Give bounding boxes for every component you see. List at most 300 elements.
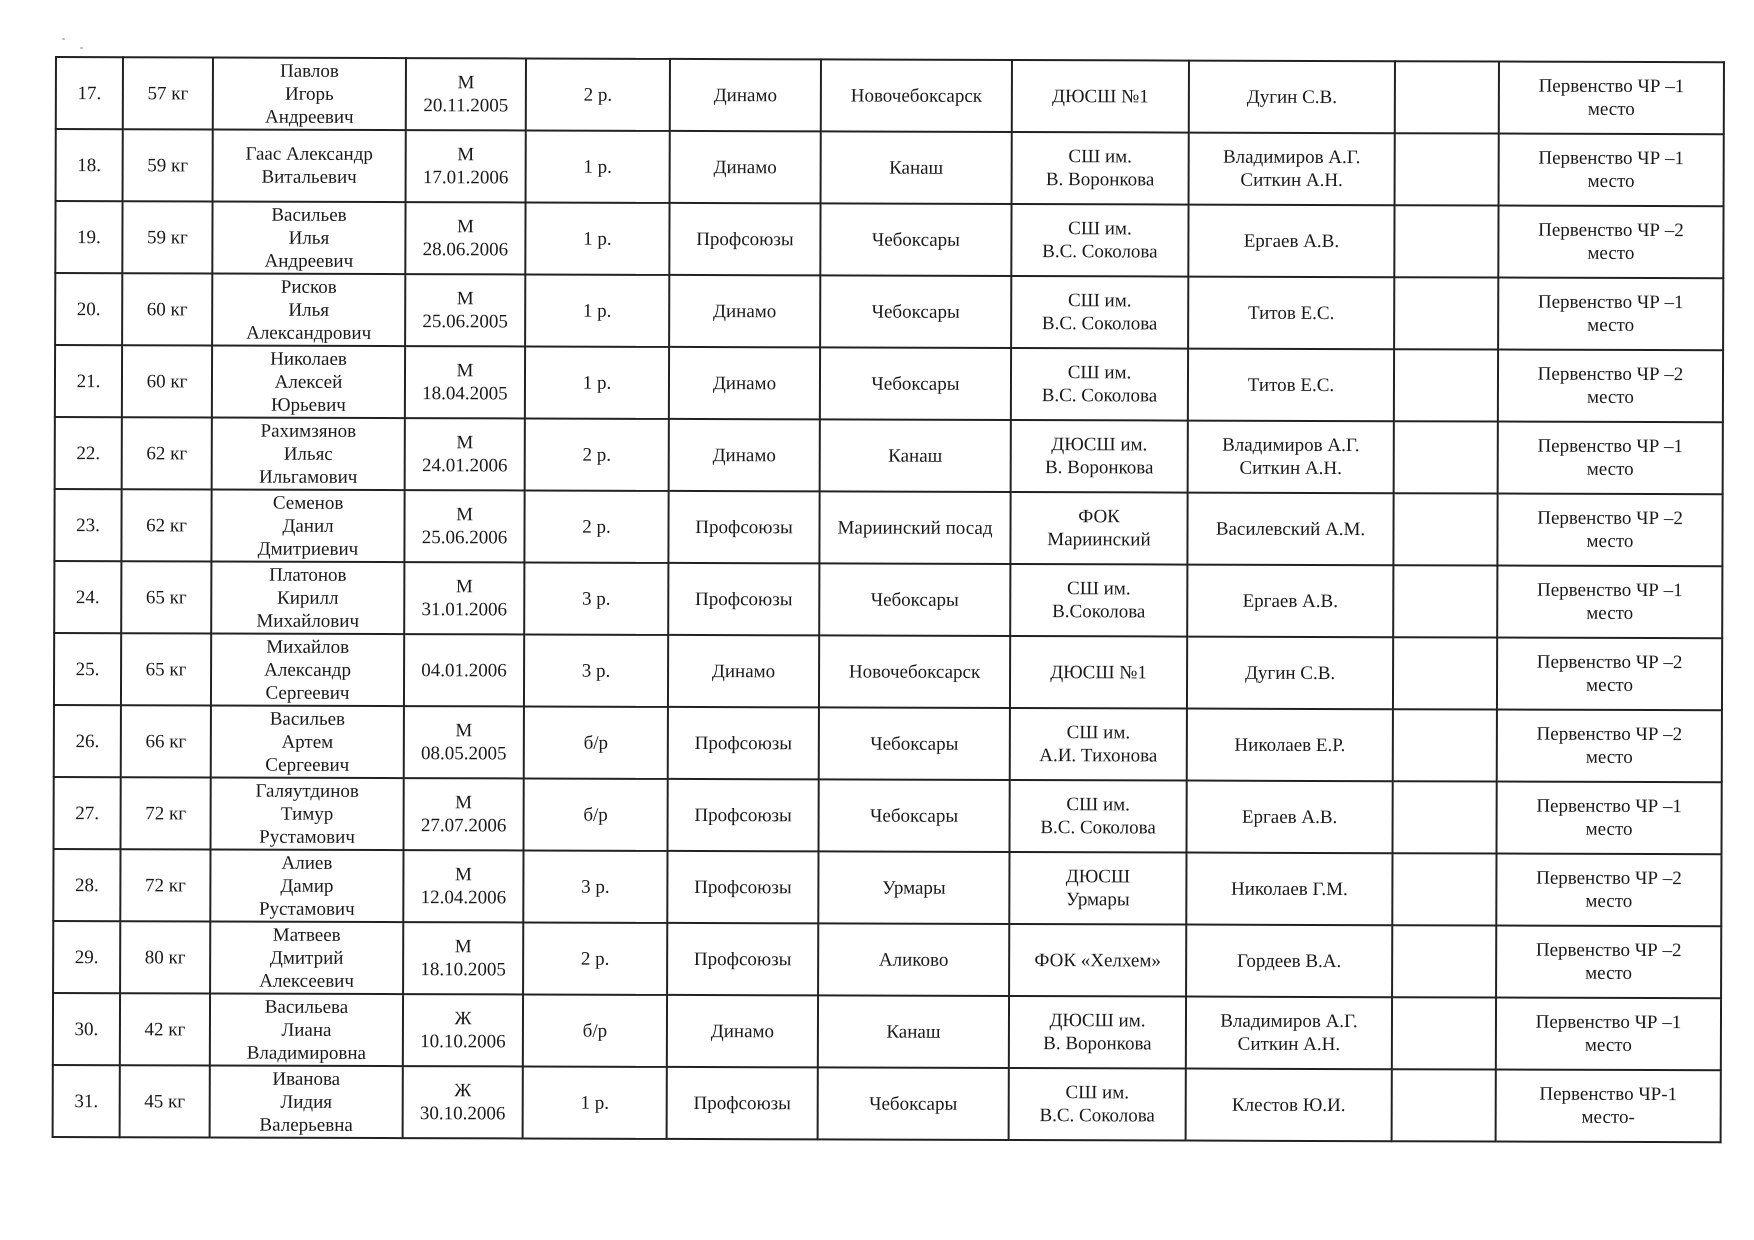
empty-cell (1394, 421, 1498, 493)
competition-result-line: Первенство ЧР –1 (1536, 579, 1683, 602)
competition-result (1497, 566, 1722, 639)
sports-school-line: В.С. Соколова (1041, 313, 1158, 335)
birth-date: 18.10.2005 (420, 959, 506, 981)
athlete-name-line: Васильев (269, 708, 346, 730)
sex: М (457, 72, 475, 94)
row-number: 30. (53, 993, 120, 1065)
coach (1188, 277, 1394, 350)
sports-society: Профсоюзы (668, 491, 819, 563)
competition-result-line: Первенство ЧР –2 (1535, 939, 1682, 962)
weight-class: 65 кг (121, 561, 211, 633)
sports-school (1009, 924, 1186, 997)
competition-result-line: место (1587, 242, 1635, 264)
athlete-name-line: Павлов (280, 60, 339, 82)
competition-result (1496, 854, 1721, 927)
competition-result-line: место (1585, 746, 1633, 768)
weight-class: 72 кг (120, 849, 210, 921)
sports-school (1011, 420, 1188, 493)
sex-and-birthdate (405, 202, 525, 274)
athlete-name-line: Тимур (280, 803, 334, 825)
empty-cell (1392, 1069, 1496, 1141)
sport-rank: 1 р. (525, 346, 669, 418)
empty-cell (1393, 565, 1497, 637)
sports-school-line: ФОК (1078, 506, 1120, 528)
coach-line: Ергаев А.В. (1243, 230, 1340, 252)
birth-date: 17.01.2006 (422, 167, 509, 189)
sports-school (1010, 780, 1187, 853)
city: Урмары (818, 851, 1009, 924)
empty-cell (1395, 133, 1499, 205)
sports-school-line: В.С. Соколова (1041, 385, 1158, 407)
competition-result-line: место (1586, 674, 1634, 696)
sports-school-line: СШ им. (1068, 218, 1132, 240)
competition-result (1497, 782, 1722, 855)
coach (1188, 349, 1394, 422)
sex-and-birthdate (405, 274, 525, 346)
weight-class: 59 кг (123, 129, 213, 201)
competition-result-line: место (1586, 386, 1634, 408)
table-row (54, 489, 1722, 566)
sports-school (1010, 708, 1187, 781)
athlete-name-line: Рисков (280, 276, 337, 298)
competition-result-line: место (1585, 818, 1633, 840)
athlete-name-line: Лидия (280, 1091, 333, 1113)
sports-school-line: В.С. Соколова (1039, 1105, 1155, 1127)
coach-line: Гордеев В.А. (1237, 950, 1342, 972)
sports-school-line: Урмары (1066, 889, 1130, 911)
coach (1187, 781, 1393, 854)
competition-result (1496, 998, 1721, 1071)
athlete-name-line: Илья (288, 299, 330, 321)
birth-date: 20.11.2005 (423, 95, 509, 117)
athlete-name-line: Гаас Александр (245, 143, 373, 165)
city: Новочебоксарск (819, 635, 1010, 708)
sports-school-line: Мариинский (1047, 529, 1151, 551)
coach-line: Ситкин А.Н. (1239, 457, 1342, 480)
table-row (55, 417, 1723, 494)
competition-result-line: место (1585, 962, 1633, 984)
sport-rank: 1 р. (523, 1066, 667, 1138)
empty-cell (1392, 997, 1496, 1069)
row-number: 17. (56, 57, 123, 129)
sex-and-birthdate (406, 58, 526, 130)
sports-society: Динамо (670, 59, 821, 131)
row-number: 19. (55, 201, 122, 273)
sport-rank: б/р (524, 778, 668, 850)
coach (1188, 205, 1394, 278)
birth-date: 12.04.2006 (420, 887, 507, 909)
athlete-name (210, 921, 403, 994)
competition-result (1499, 134, 1724, 207)
athlete-name-line: Александр (264, 659, 352, 681)
sex-and-birthdate (406, 130, 526, 202)
birth-date: 27.07.2006 (420, 815, 507, 837)
sex: Ж (454, 1080, 472, 1102)
sports-school-line: ДЮСШ им. (1049, 1010, 1146, 1032)
empty-cell (1392, 925, 1496, 997)
competition-result-line: Первенство ЧР –1 (1536, 795, 1682, 818)
sports-school-line: В. Воронкова (1044, 457, 1154, 479)
athlete-name (211, 489, 404, 562)
table-row (53, 921, 1721, 998)
row-number: 25. (54, 633, 121, 705)
sex-and-birthdate (404, 634, 524, 706)
table-row (53, 1065, 1721, 1142)
sports-school (1009, 1068, 1186, 1141)
athlete-name-line: Алиев (281, 852, 333, 874)
birth-date: 25.06.2006 (421, 527, 508, 549)
sport-rank: 2 р. (523, 922, 667, 994)
city: Канаш (821, 131, 1012, 204)
sports-school-line: СШ им. (1068, 146, 1132, 168)
sex: М (456, 432, 474, 454)
competition-result-line: место (1584, 1034, 1632, 1056)
coach-line: Ергаев А.В. (1242, 590, 1339, 612)
athlete-name-line: Ильяс (283, 443, 333, 465)
competition-result-line: место (1585, 890, 1633, 912)
sex: М (456, 360, 474, 382)
competition-result-line: Первенство ЧР –1 (1535, 1011, 1682, 1034)
athlete-name (211, 561, 404, 634)
empty-cell (1395, 61, 1499, 133)
sport-rank: б/р (523, 994, 667, 1066)
competition-result (1499, 62, 1724, 135)
competition-result-line: место (1586, 458, 1634, 480)
competition-result-line: Первенство ЧР –2 (1536, 651, 1683, 674)
sports-school (1012, 132, 1189, 205)
competition-result-line: Первенство ЧР-1 (1539, 1083, 1678, 1106)
coach-line: Дугин С.В. (1246, 86, 1338, 108)
weight-class: 62 кг (122, 417, 212, 489)
athlete-name (210, 1065, 403, 1138)
sex-and-birthdate (403, 922, 523, 994)
athlete-name-line: Дамир (280, 875, 334, 897)
table-row (55, 273, 1723, 350)
weight-class: 45 кг (120, 1065, 210, 1137)
sex-and-birthdate (403, 1066, 523, 1138)
athlete-name-line: Юрьевич (270, 394, 346, 416)
table-row (54, 777, 1722, 854)
sex: М (456, 216, 474, 238)
row-number: 31. (53, 1065, 120, 1137)
athlete-name-line: Данил (282, 515, 334, 537)
athlete-name-line: Галяутдинов (255, 780, 359, 802)
sports-school (1011, 276, 1188, 349)
athlete-name-line: Михайлович (256, 610, 360, 632)
coach-line: Ситкин А.Н. (1240, 169, 1343, 192)
sport-rank: 2 р. (524, 490, 668, 562)
coach-line: Титов Е.С. (1247, 302, 1335, 324)
row-number: 21. (55, 345, 122, 417)
competition-result-line: Первенство ЧР –2 (1536, 867, 1682, 890)
sports-school (1010, 564, 1187, 637)
sports-school-line: В. Воронкова (1043, 1033, 1152, 1055)
coach-line: Владимиров А.Г. (1222, 146, 1361, 169)
sex: М (456, 288, 474, 310)
row-number: 20. (55, 273, 122, 345)
table-row (56, 129, 1724, 206)
sex: М (455, 720, 473, 742)
athlete-name-line: Валерьевна (259, 1114, 353, 1136)
sport-rank: 2 р. (525, 418, 669, 490)
competition-result-line: место (1587, 170, 1635, 192)
athlete-name (213, 129, 406, 202)
row-number: 28. (53, 849, 120, 921)
sex: М (456, 504, 474, 526)
city: Канаш (820, 419, 1011, 492)
empty-cell (1393, 637, 1497, 709)
sports-society: Профсоюзы (668, 563, 819, 635)
sports-school (1011, 204, 1188, 277)
sex-and-birthdate (403, 994, 523, 1066)
sports-school-line: СШ им. (1067, 290, 1132, 312)
competition-result (1497, 710, 1722, 783)
competition-result-line: Первенство ЧР –1 (1538, 147, 1685, 170)
competition-result-line: Первенство ЧР –1 (1537, 291, 1684, 314)
sports-school-line: ДЮСШ им. (1051, 434, 1148, 456)
sports-school-line: СШ им. (1066, 722, 1131, 744)
athlete-name-line: Ильгамович (258, 466, 358, 488)
athlete-name (210, 849, 403, 922)
city: Канаш (818, 995, 1009, 1068)
coach-line: Титов Е.С. (1247, 374, 1335, 396)
roster-body (53, 57, 1724, 1142)
athlete-name-line: Сергеевич (265, 682, 350, 704)
birth-date: 25.06.2005 (422, 311, 508, 333)
birth-date: 31.01.2006 (421, 599, 508, 621)
birth-date: 04.01.2006 (421, 659, 507, 681)
table-row (53, 849, 1721, 926)
coach (1188, 421, 1394, 494)
sports-school-line: В.С. Соколова (1042, 241, 1158, 263)
empty-cell (1392, 853, 1496, 925)
athlete-name-line: Илья (288, 227, 330, 249)
competition-result-line: Первенство ЧР –2 (1536, 723, 1683, 746)
athlete-name (210, 993, 403, 1066)
empty-cell (1393, 493, 1497, 565)
empty-cell (1394, 277, 1498, 349)
city: Чебоксары (820, 347, 1011, 420)
roster-sheet (52, 56, 1723, 1143)
athlete-name (212, 417, 405, 490)
athlete-name-line: Рустамович (258, 898, 355, 920)
sex: М (454, 936, 472, 958)
table-row (55, 345, 1723, 422)
empty-cell (1393, 709, 1497, 781)
competition-result (1496, 1070, 1721, 1143)
competition-result-line: место (1586, 530, 1634, 552)
coach-line: Владимиров А.Г. (1222, 434, 1360, 457)
athlete-name-line: Сергеевич (265, 754, 350, 776)
athlete-name-line: Иванова (272, 1068, 341, 1090)
weight-class: 62 кг (121, 489, 211, 561)
table-row (54, 633, 1722, 710)
sports-school-line: СШ им. (1067, 578, 1131, 600)
coach (1189, 61, 1395, 134)
coach-line: Владимиров А.Г. (1220, 1010, 1358, 1033)
row-number: 27. (54, 777, 121, 849)
sports-school (1009, 996, 1186, 1069)
sports-society: Профсоюзы (668, 707, 819, 779)
empty-cell (1394, 205, 1498, 277)
coach-line: Дугин С.В. (1244, 662, 1336, 684)
scan-speck (62, 38, 65, 40)
athlete-name-line: Алексей (274, 371, 343, 393)
weight-class: 66 кг (121, 705, 211, 777)
competition-result-line: Первенство ЧР –1 (1538, 75, 1685, 98)
sports-school-line: ДЮСШ (1065, 866, 1131, 888)
sex-and-birthdate (405, 418, 525, 490)
competition-result (1497, 494, 1722, 567)
sports-school (1009, 852, 1186, 925)
athlete-name-line: Александрович (246, 322, 372, 344)
competition-result (1497, 638, 1722, 711)
sex: М (457, 144, 475, 166)
competition-result (1498, 422, 1723, 495)
coach (1187, 493, 1393, 566)
birth-date: 08.05.2005 (421, 743, 507, 765)
athlete-name-line: Витальевич (261, 166, 357, 188)
competition-result-line: место- (1581, 1106, 1635, 1128)
empty-cell (1393, 781, 1497, 853)
table-row (53, 993, 1721, 1070)
sport-rank: 3 р. (524, 634, 668, 706)
coach (1186, 925, 1392, 998)
coach (1187, 565, 1393, 638)
sex-and-birthdate (403, 850, 523, 922)
city: Новочебоксарск (821, 59, 1012, 132)
row-number: 26. (54, 705, 121, 777)
weight-class: 72 кг (121, 777, 211, 849)
athlete-name (212, 345, 405, 418)
roster-table (52, 56, 1725, 1143)
birth-date: 28.06.2006 (422, 239, 509, 261)
sex-and-birthdate (404, 562, 524, 634)
sex-and-birthdate (404, 706, 524, 778)
weight-class: 60 кг (122, 345, 212, 417)
sex-and-birthdate (405, 346, 525, 418)
city: Мариинский посад (819, 491, 1010, 564)
birth-date: 10.10.2006 (420, 1031, 506, 1053)
coach (1186, 853, 1392, 926)
sports-school-line: А.И. Тихонова (1039, 745, 1158, 767)
athlete-name-line: Андреевич (264, 106, 354, 128)
athlete-name-line: Андреевич (264, 250, 354, 272)
sports-school (1010, 636, 1187, 709)
sports-school-line: ДЮСШ №1 (1050, 661, 1147, 683)
sport-rank: 1 р. (525, 274, 669, 346)
athlete-name-line: Рахимзянов (260, 420, 357, 442)
birth-date: 24.01.2006 (421, 455, 508, 477)
sports-school-line: ДЮСШ №1 (1051, 85, 1149, 107)
competition-result-line: место (1587, 98, 1635, 120)
coach-line: Николаев Е.Р. (1234, 734, 1346, 756)
city: Чебоксары (819, 779, 1010, 852)
sport-rank: 2 р. (526, 58, 670, 130)
table-row (54, 561, 1722, 638)
sex: Ж (454, 1008, 472, 1030)
weight-class: 65 кг (121, 633, 211, 705)
sports-society: Профсоюзы (668, 779, 819, 851)
sport-rank: 1 р. (525, 202, 669, 274)
athlete-name-line: Матвеев (272, 924, 341, 946)
competition-result (1498, 350, 1723, 423)
sport-rank: 3 р. (524, 562, 668, 634)
athlete-name-line: Васильев (271, 204, 347, 226)
sports-school-line: СШ им. (1065, 1082, 1130, 1104)
athlete-name-line: Лиана (281, 1019, 332, 1041)
city: Чебоксары (818, 1067, 1009, 1140)
table-row (56, 57, 1724, 134)
coach (1186, 997, 1392, 1070)
athlete-name-line: Николаев (270, 348, 347, 370)
row-number: 18. (56, 129, 123, 201)
sports-society: Профсоюзы (667, 1067, 818, 1139)
athlete-name (211, 633, 404, 706)
sports-society: Динамо (669, 347, 820, 419)
sport-rank: 3 р. (523, 850, 667, 922)
athlete-name-line: Дмитрий (269, 947, 344, 969)
athlete-name-line: Рустамович (259, 826, 355, 848)
sports-school (1012, 60, 1189, 133)
athlete-name-line: Платонов (269, 564, 347, 586)
coach (1187, 709, 1393, 782)
athlete-name (211, 705, 404, 778)
athlete-name-line: Семенов (272, 492, 344, 514)
weight-class: 60 кг (122, 273, 212, 345)
birth-date: 30.10.2006 (419, 1103, 506, 1125)
athlete-name (212, 201, 405, 274)
weight-class: 57 кг (123, 57, 213, 129)
sports-society: Динамо (669, 419, 820, 491)
athlete-name-line: Михайлов (266, 636, 350, 658)
sports-school (1011, 348, 1188, 421)
competition-result-line: место (1586, 602, 1634, 624)
scan-speck (80, 47, 83, 49)
competition-result (1498, 206, 1723, 279)
coach-line: Ергаев А.В. (1241, 806, 1338, 828)
competition-result-line: Первенство ЧР –1 (1537, 435, 1684, 458)
competition-result-line: место (1587, 314, 1635, 336)
coach-line: Николаев Г.М. (1230, 878, 1348, 900)
athlete-name (213, 57, 406, 130)
coach (1189, 133, 1395, 206)
sport-rank: б/р (524, 706, 668, 778)
sex-and-birthdate (404, 490, 524, 562)
sex: М (455, 576, 473, 598)
athlete-name-line: Алексеевич (259, 970, 354, 992)
coach (1187, 637, 1393, 710)
city: Чебоксары (819, 707, 1010, 780)
row-number: 29. (53, 921, 120, 993)
sports-school-line: СШ им. (1067, 362, 1132, 384)
weight-class: 42 кг (120, 993, 210, 1065)
coach (1186, 1069, 1392, 1142)
birth-date: 18.04.2005 (422, 383, 508, 405)
sports-school-line: ФОК «Хелхем» (1034, 949, 1161, 971)
sports-society: Динамо (667, 995, 818, 1067)
sports-school-line: В.С. Соколова (1040, 817, 1156, 839)
table-row (54, 705, 1722, 782)
athlete-name-line: Артем (281, 731, 334, 753)
city: Аликово (818, 923, 1009, 996)
competition-result-line: Первенство ЧР –2 (1537, 507, 1683, 530)
sports-school (1010, 492, 1187, 565)
sports-society: Профсоюзы (667, 923, 818, 995)
empty-cell (1394, 349, 1498, 421)
row-number: 23. (54, 489, 121, 561)
athlete-name (211, 777, 404, 850)
